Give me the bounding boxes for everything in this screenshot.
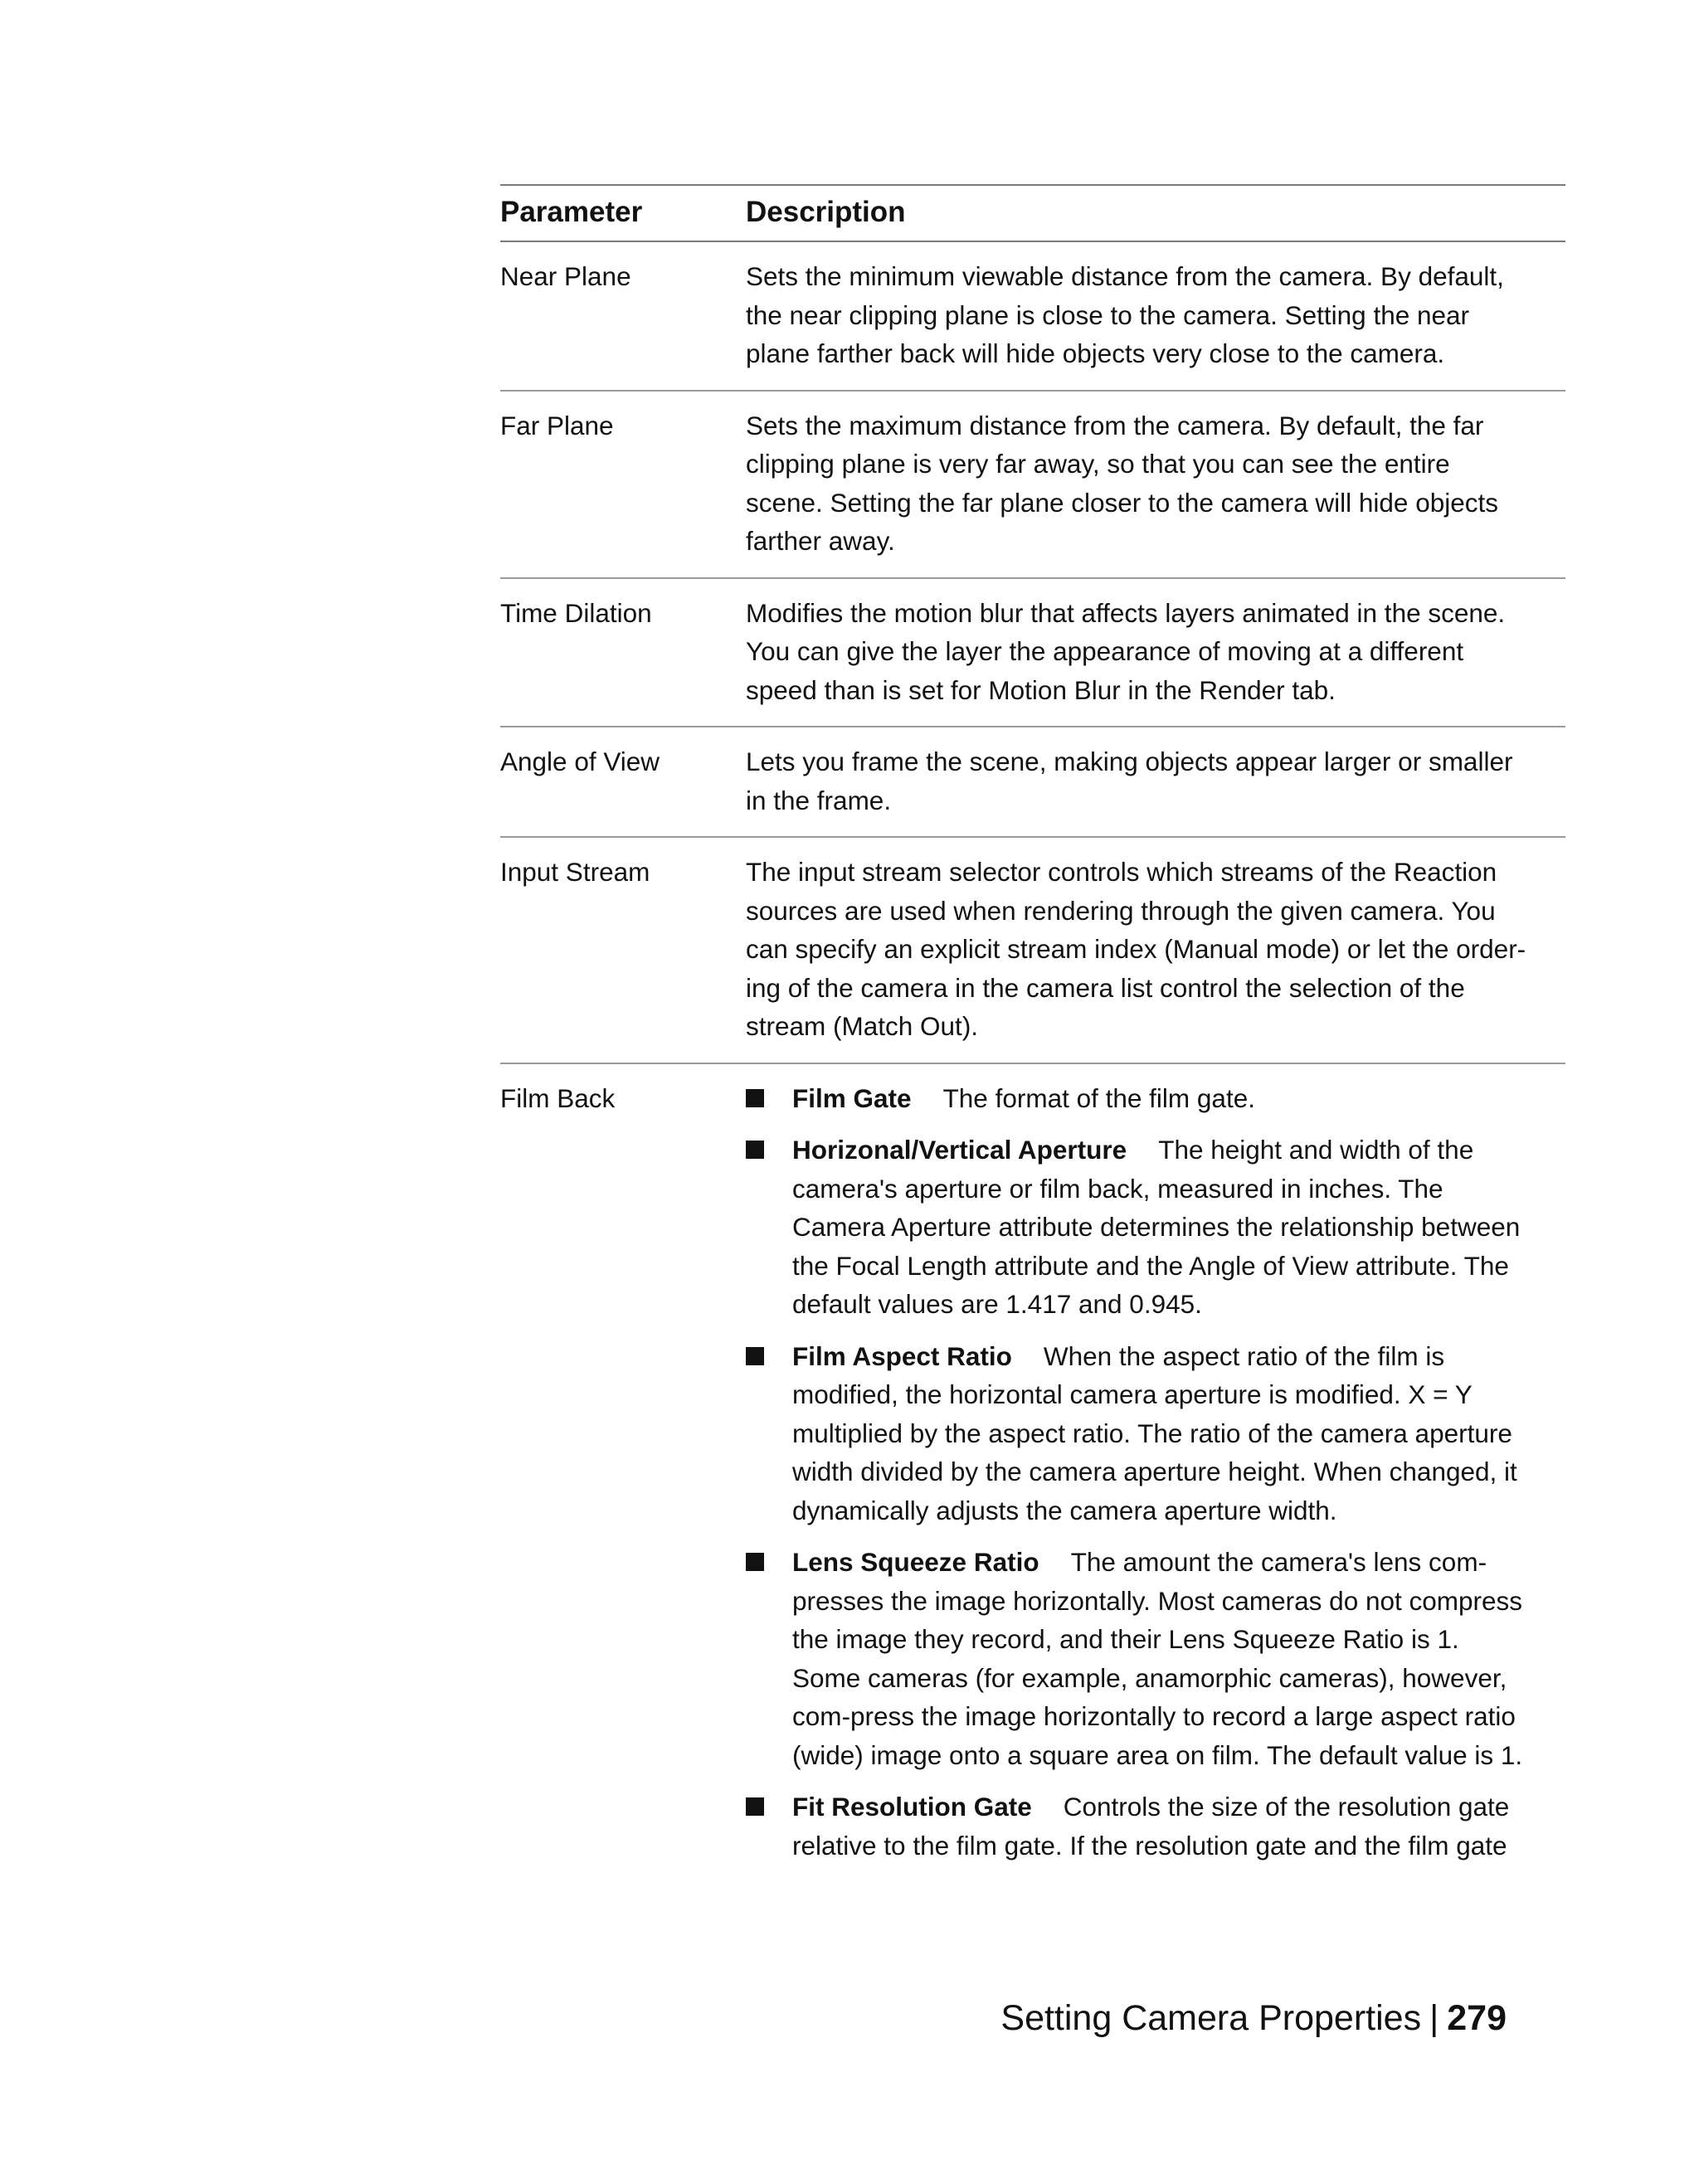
bullet-term: Fit Resolution Gate: [792, 1792, 1032, 1822]
bullet-term: Film Gate: [792, 1082, 912, 1113]
square-bullet-icon: [746, 1797, 764, 1816]
square-bullet-icon: [746, 1141, 764, 1159]
table-row: [500, 578, 1565, 727]
table-row: [500, 727, 1565, 837]
bullet-item: [746, 1131, 1532, 1324]
bullet-item: [746, 1079, 1532, 1118]
page-number: 279: [1447, 1998, 1507, 2038]
parameter-name: Time Dilation: [500, 578, 746, 727]
parameter-description: Sets the maximum distance from the camera. By default, the far clipping plane is very far away, so that you can see the entire scene. Setting the far plane closer to the camera will hide objects farther away.: [746, 391, 1565, 578]
bullet-term: Film Aspect Ratio: [792, 1340, 1012, 1371]
bullet-text: When the aspect ratio of the film is modified, the horizontal camera aperture is modified. X = Y multiplied by the aspect ratio. The ratio of the camera aperture width divided by the camera aperture height. When changed, it dynamically adjusts the camera aperture width.: [792, 1340, 1517, 1525]
footer-separator: |: [1429, 1998, 1439, 2038]
table-row-film-back: [500, 1063, 1565, 1895]
bullet-term: Horizonal/Vertical Aperture: [792, 1135, 1127, 1165]
parameter-column-header: Parameter: [500, 185, 746, 241]
parameter-description: The input stream selector controls which streams of the Reaction sources are used when rendering through the given camera. You can specify an explicit stream index (Manual mode) or let the order-ing of the camera in the camera list control the selection of the stream (Match Out).: [746, 837, 1565, 1063]
parameter-description: Lets you frame the scene, making objects appear larger or smaller in the frame.: [746, 727, 1565, 837]
description-column-header: Description: [746, 185, 1565, 241]
bullet-item: [746, 1788, 1532, 1865]
square-bullet-icon: [746, 1553, 764, 1571]
parameter-name: Far Plane: [500, 391, 746, 578]
film-back-description: [746, 1063, 1565, 1895]
bullet-text: The height and width of the camera's aperture or film back, measured in inches. The Camera Aperture attribute determines the relationship between the Focal Length attribute and the Angle of View attribute. The default values are 1.417 and 0.945.: [792, 1135, 1521, 1319]
footer-section-title: Setting Camera Properties: [1000, 1998, 1422, 2038]
parameter-table: [500, 184, 1565, 1895]
bullet-text: The format of the film gate.: [942, 1082, 1255, 1113]
parameter-name: Angle of View: [500, 727, 746, 837]
document-page: [500, 184, 1565, 1895]
table-row: [500, 241, 1565, 391]
square-bullet-icon: [746, 1347, 764, 1365]
table-header-row: [500, 185, 1565, 241]
bullet-item: [746, 1543, 1532, 1774]
parameter-description: Modifies the motion blur that affects layers animated in the scene. You can give the layer the appearance of moving at a different speed than is set for Motion Blur in the Render tab.: [746, 578, 1565, 727]
bullet-text: Controls the size of the resolution gate relative to the film gate. If the resolution gate and the film gate: [792, 1792, 1510, 1861]
table-row: [500, 837, 1565, 1063]
table-row: [500, 391, 1565, 578]
bullet-item: [746, 1337, 1532, 1530]
parameter-name: Input Stream: [500, 837, 746, 1063]
parameter-name: Near Plane: [500, 241, 746, 391]
parameter-name: Film Back: [500, 1082, 616, 1113]
bullet-text: The amount the camera's lens com-presses the image horizontally. Most cameras do not compress the image they record, and their Lens Squeeze Ratio is 1. Some cameras (for example, anamorphic cameras), however, com-press the image horizontally to record a large aspect ratio (wide) image onto a square area on film. The default value is 1.: [792, 1547, 1523, 1770]
film-back-bullet-list: [746, 1079, 1532, 1865]
bullet-term: Lens Squeeze Ratio: [792, 1547, 1039, 1577]
square-bullet-icon: [746, 1089, 764, 1107]
parameter-description: Sets the minimum viewable distance from the camera. By default, the near clipping plane is close to the camera. Setting the near plane farther back will hide objects very close to the camera.: [746, 241, 1565, 391]
page-footer: [1000, 1995, 1507, 2041]
